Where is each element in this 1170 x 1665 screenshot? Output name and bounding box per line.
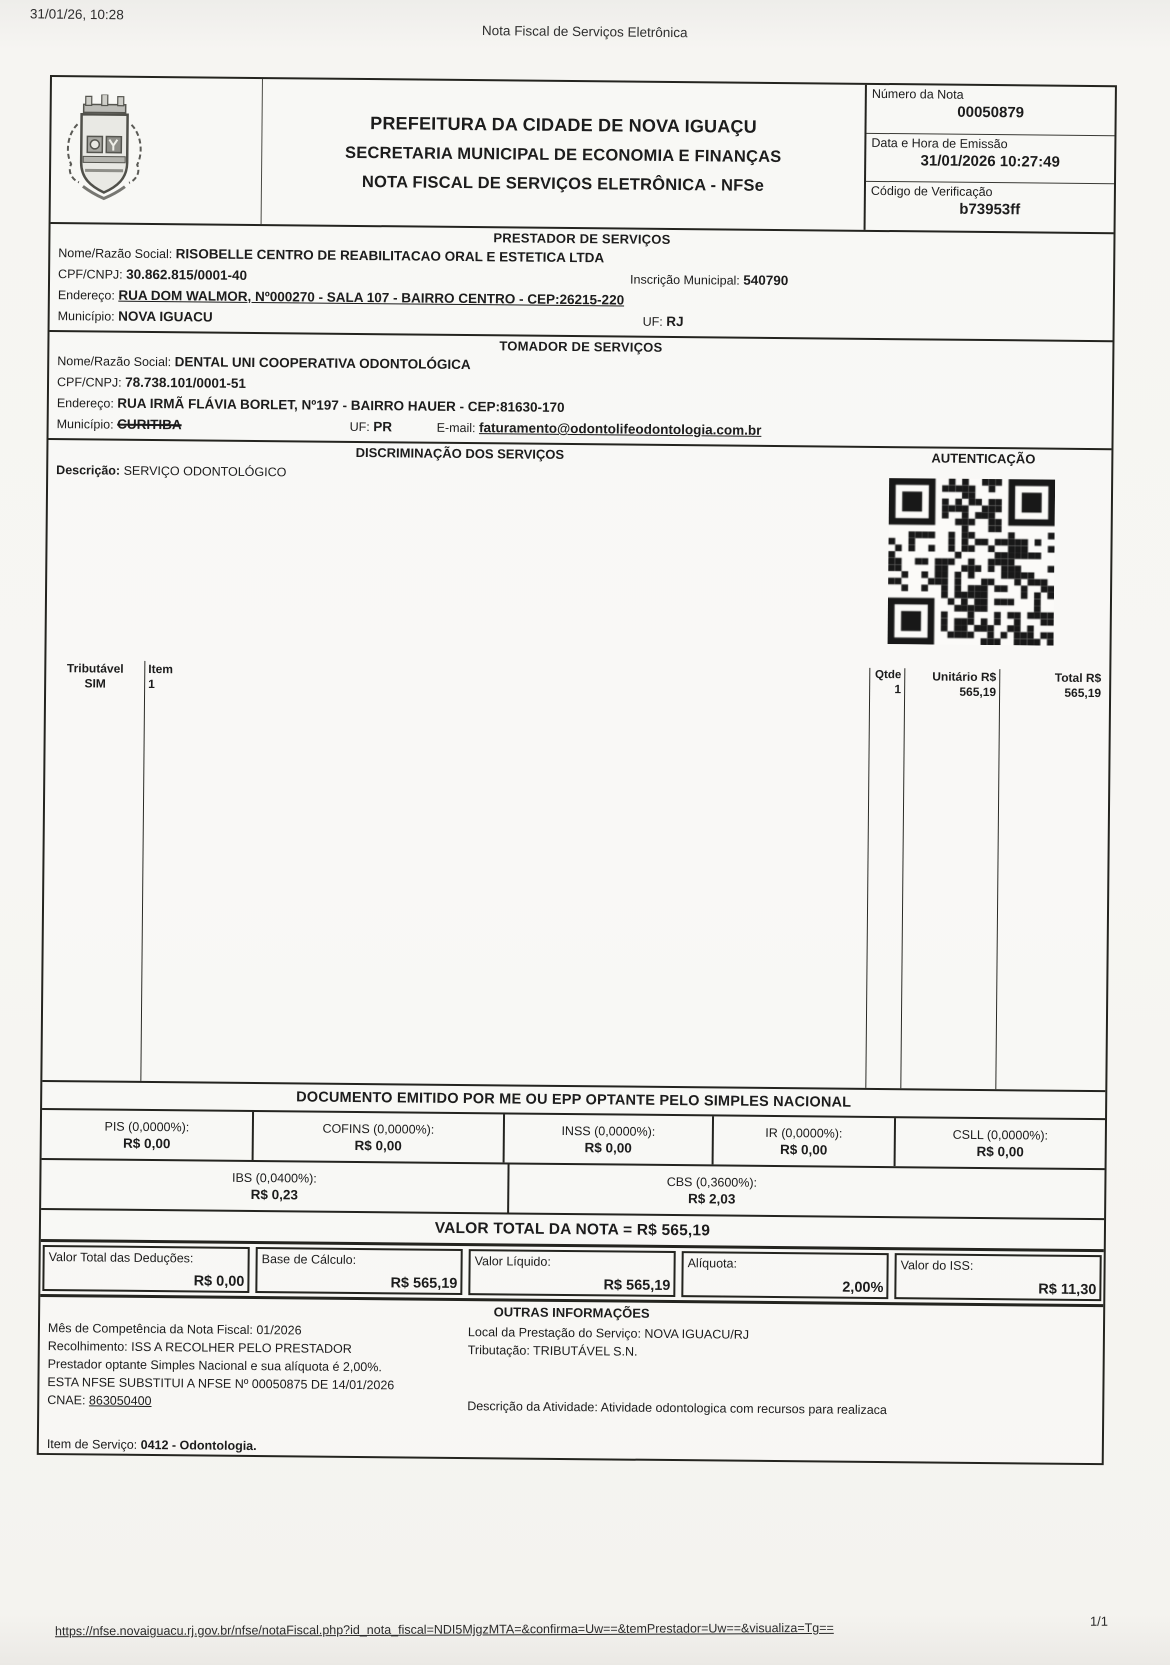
pis-label: PIS (0,0000%): (104, 1119, 190, 1134)
invoice-meta (864, 85, 1115, 232)
codigo-verificacao-field (866, 182, 1114, 232)
tomador-endereco-label: Endereço: (56, 396, 114, 411)
tomador-uf-group (350, 419, 393, 434)
prestador-title: PRESTADOR DE SERVIÇOS (493, 230, 671, 247)
item-servico-row (47, 1437, 1094, 1461)
prestador-section (50, 224, 1114, 342)
tax-cell-inss (505, 1114, 714, 1164)
cofins-value: R$ 0,00 (354, 1137, 402, 1153)
valor-iss-box (894, 1253, 1101, 1301)
tomador-uf-label: UF: (349, 419, 370, 435)
browser-print-header (0, 6, 1170, 41)
ibs-value: R$ 0,23 (250, 1186, 298, 1202)
invoice-header (51, 77, 1115, 234)
valores-row (40, 1242, 1103, 1307)
numero-nota-field (866, 85, 1114, 136)
deducoes-value: R$ 0,00 (193, 1273, 245, 1290)
tomador-municipio-label: Município: (56, 417, 114, 432)
tax-cell-ir (714, 1116, 896, 1166)
item-servico-value: 0412 - Odontologia. (140, 1437, 257, 1454)
tomador-endereco-value: RUA IRMÃ FLÁVIA BORLET, Nº197 - BAIRRO HAUER - CEP:81630-170 (117, 395, 565, 415)
deducoes-box (42, 1245, 249, 1293)
tax-cell-ibs (41, 1160, 509, 1212)
secretaria-title: SECRETARIA MUNICIPAL DE ECONOMIA E FINANÇAS (344, 143, 782, 167)
prestador-inscricao-group (630, 272, 788, 289)
descricao-atividade: Descrição da Atividade: Atividade odontologica com recursos para realizaca (467, 1399, 887, 1418)
outras-left-column (47, 1319, 468, 1415)
descricao-value: SERVIÇO ODONTOLÓGICO (123, 463, 287, 480)
tributavel-value: SIM (84, 676, 106, 691)
cnae-label: CNAE: (47, 1393, 86, 1408)
outras-informacoes-section (39, 1297, 1103, 1461)
deducoes-label: Valor Total das Deduções: (48, 1250, 194, 1266)
tomador-nome-value: DENTAL UNI COOPERATIVA ODONTOLÓGICA (174, 354, 471, 373)
tomador-cnpj-value: 78.738.101/0001-51 (125, 374, 247, 391)
prestador-uf-value: RJ (666, 313, 684, 330)
tomador-email-link[interactable]: faturamento@odontolifeodontologia.com.br (478, 420, 762, 438)
aliquota-value: 2,00% (842, 1279, 884, 1297)
csll-label: CSLL (0,0000%): (952, 1127, 1049, 1143)
prestador-endereco-value: RUA DOM WALMOR, Nº000270 - SALA 107 - BAIRRO CENTRO - CEP:26215-220 (118, 287, 625, 308)
prefeitura-title: PREFEITURA DA CIDADE DE NOVA IGUAÇU (370, 113, 757, 137)
print-doc-title: Nota Fiscal de Serviços Eletrônica (481, 23, 688, 41)
tomador-cnpj-label: CPF/CNPJ: (56, 375, 122, 390)
outras-right-column (467, 1323, 1095, 1421)
base-calculo-value: R$ 565,19 (390, 1275, 458, 1292)
col-unitario (901, 668, 1000, 1089)
cofins-label: COFINS (0,0000%): (322, 1121, 435, 1137)
numero-nota-label: Número da Nota (871, 86, 964, 102)
ir-label: IR (0,0000%): (765, 1125, 843, 1141)
cbs-label: CBS (0,3600%): (666, 1174, 758, 1190)
outras-title: OUTRAS INFORMAÇÕES (493, 1304, 650, 1321)
recolhimento: Recolhimento: ISS A RECOLHER PELO PRESTADOR (47, 1339, 352, 1356)
codigo-verificacao-label: Código de Verificação (870, 184, 993, 200)
discriminacao-title: DISCRIMINAÇÃO DOS SERVIÇOS (355, 444, 565, 462)
data-emissao-field (866, 134, 1114, 185)
cbs-value: R$ 2,03 (688, 1190, 736, 1207)
inscricao-municipal-value: 540790 (743, 272, 789, 289)
valor-total-banner: VALOR TOTAL DA NOTA = R$ 565,19 (41, 1210, 1104, 1252)
tomador-uf-value: PR (373, 419, 393, 435)
tomador-municipio-value: CURITIBA (117, 416, 182, 433)
data-emissao-label: Data e Hora de Emissão (871, 135, 1008, 151)
valor-iss-value: R$ 11,30 (1038, 1281, 1097, 1299)
prestador-endereco-label: Endereço: (57, 288, 115, 303)
nfse-title: NOTA FISCAL DE SERVIÇOS ELETRÔNICA - NFSe (361, 172, 765, 195)
invoice-document (37, 75, 1117, 1465)
item-value: 1 (148, 676, 155, 692)
tax-cell-csll (896, 1118, 1105, 1168)
cnae-row (47, 1391, 467, 1413)
prestador-uf-group (643, 314, 684, 329)
unitario-value: 565,19 (959, 684, 997, 700)
col-total (996, 669, 1109, 1090)
tomador-email-group (437, 420, 762, 438)
optante-simples: Prestador optante Simples Nacional e sua alíquota é 2,00%. (47, 1357, 382, 1375)
prestador-nome-label: Nome/Razão Social: (58, 246, 173, 262)
col-qtde (866, 668, 905, 1088)
source-url-link[interactable]: https://nfse.novaiguacu.rj.gov.br/nfse/notaFiscal.php?id_nota_fiscal=NDI5MjgzMTA=&confirma=Uw==&temPrestador=Uw==&visualiza=Tg== (55, 1620, 834, 1639)
browser-print-footer (0, 1613, 1170, 1639)
autenticacao-title: AUTENTICAÇÃO (931, 450, 1036, 467)
print-datetime: 31/01/26, 10:28 (29, 6, 124, 23)
discriminacao-section (46, 440, 1111, 670)
nfse-substituida: ESTA NFSE SUBSTITUI A NFSE Nº 00050875 DE 14/01/2026 (47, 1375, 395, 1393)
prestador-municipio-label: Município: (57, 309, 115, 324)
tomador-title: TOMADOR DE SERVIÇOS (499, 338, 663, 355)
logo-cell (51, 77, 263, 224)
item-servico-label: Item de Serviço: (46, 1437, 138, 1452)
prestador-uf-label: UF: (642, 314, 663, 329)
items-table (42, 660, 1109, 1092)
inss-value: R$ 0,00 (584, 1139, 632, 1156)
simples-banner: DOCUMENTO EMITIDO POR ME OU EPP OPTANTE PELO SIMPLES NACIONAL (42, 1082, 1105, 1120)
tomador-section (48, 332, 1112, 450)
valor-liquido-box (468, 1249, 675, 1297)
aliquota-box (681, 1251, 888, 1299)
qtde-value: 1 (894, 682, 902, 697)
cnae-link[interactable]: 863050400 (88, 1393, 152, 1409)
qr-code (888, 478, 1056, 646)
aliquota-label: Alíquota: (687, 1256, 738, 1271)
base-calculo-label: Base de Cálculo: (261, 1252, 357, 1267)
tax-cell-cofins (254, 1112, 505, 1162)
inscricao-municipal-label: Inscrição Municipal: (629, 272, 740, 288)
base-calculo-box (255, 1247, 462, 1295)
col-item (141, 661, 870, 1088)
descricao-label: Descrição: (56, 463, 121, 478)
ir-value: R$ 0,00 (779, 1141, 828, 1158)
codigo-verificacao-value: b73953ff (959, 201, 1021, 219)
tributavel-header: Tributável (66, 661, 124, 676)
total-value: 565,19 (1064, 685, 1102, 701)
valor-iss-label: Valor do ISS: (900, 1258, 974, 1273)
tomador-email-label: E-mail: (436, 420, 476, 436)
pis-value: R$ 0,00 (123, 1135, 171, 1151)
total-header: Total R$ (1054, 670, 1102, 686)
header-titles (262, 79, 865, 230)
tributacao: Tributação: TRIBUTÁVEL S.N. (467, 1343, 638, 1359)
csll-value: R$ 0,00 (976, 1143, 1024, 1159)
col-tributavel (42, 660, 145, 1081)
ibs-label: IBS (0,0400%): (231, 1170, 317, 1186)
prestador-cnpj-value: 30.862.815/0001-40 (126, 266, 248, 283)
valor-liquido-value: R$ 565,19 (603, 1277, 671, 1295)
prestador-nome-value: RISOBELLE CENTRO DE REABILITACAO ORAL E ESTETICA LTDA (175, 246, 605, 266)
local-prestacao: Local da Prestação do Serviço: NOVA IGUACU/RJ (467, 1325, 750, 1342)
tax-cell-cbs (509, 1164, 1104, 1218)
prestador-municipio-value: NOVA IGUACU (118, 308, 213, 325)
data-emissao-value: 31/01/2026 10:27:49 (920, 152, 1060, 171)
unitario-header: Unitário R$ (932, 669, 997, 685)
page-number: 1/1 (1089, 1613, 1109, 1629)
item-header: Item (148, 661, 174, 677)
prestador-cnpj-label: CPF/CNPJ: (58, 267, 123, 282)
tax-cell-pis (42, 1110, 254, 1160)
tomador-nome-label: Nome/Razão Social: (57, 354, 172, 370)
mes-competencia: Mês de Competência da Nota Fiscal: 01/2026 (47, 1321, 302, 1338)
inss-label: INSS (0,0000%): (561, 1123, 656, 1139)
numero-nota-value: 00050879 (957, 103, 1025, 122)
valor-liquido-label: Valor Líquido: (474, 1254, 551, 1269)
qtde-header: Qtde (875, 668, 902, 682)
coat-of-arms-icon (63, 94, 146, 207)
